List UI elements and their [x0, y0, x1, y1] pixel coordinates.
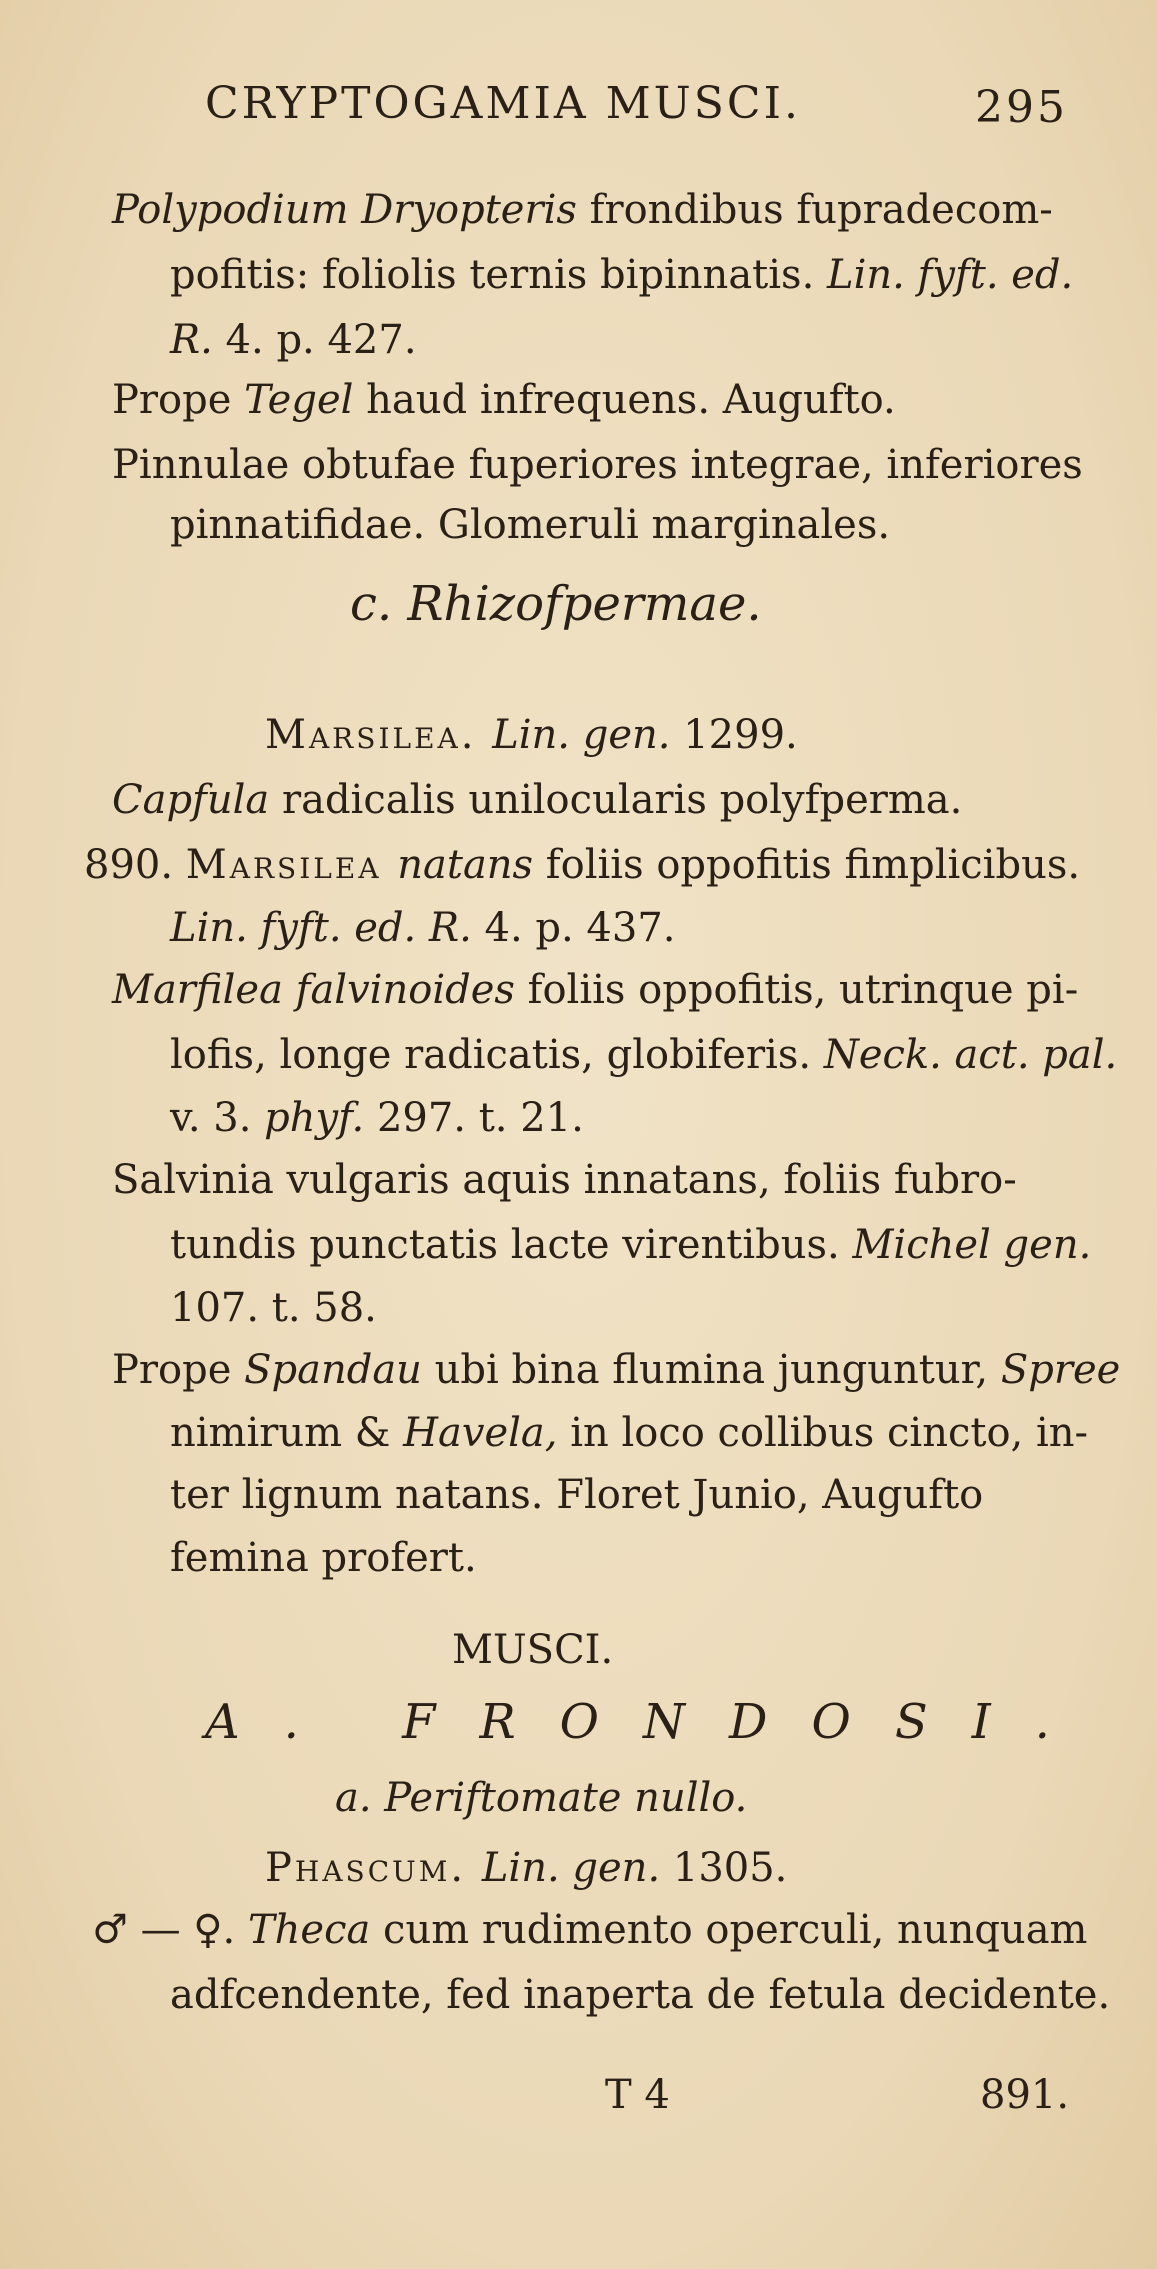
text-run: c. Rhizofpermae. — [350, 576, 762, 632]
catchword: 891. — [980, 2072, 1070, 2118]
text-run: radicalis unilocularis polyfperma. — [269, 777, 963, 823]
text-run: 107. t. 58. — [170, 1285, 377, 1331]
text-run: phyf. — [264, 1095, 365, 1141]
text-run: natans — [397, 842, 534, 888]
text-run: Lin. fyft. ed. R. — [170, 905, 472, 951]
text-line — [112, 187, 1053, 233]
text-run: Neck. act. pal. — [823, 1032, 1118, 1078]
text-run: Marsilea — [185, 842, 398, 888]
text-line — [112, 377, 896, 423]
text-run: Capfula — [112, 777, 270, 823]
text-run: Marsilea. — [265, 712, 493, 758]
text-run: Phascum. — [265, 1845, 482, 1891]
text-line — [170, 252, 1074, 298]
text-run: 1299. — [670, 712, 798, 758]
text-run: ter lignum natans. Floret Junio, Augufto — [170, 1472, 984, 1518]
text-run: tundis punctatis lacte virentibus. — [170, 1222, 853, 1268]
text-line — [112, 442, 1083, 488]
text-run: Spandau — [244, 1347, 422, 1393]
text-line — [112, 967, 1079, 1013]
text-run: Tegel — [244, 377, 354, 423]
text-line — [170, 317, 417, 363]
text-run: Spree — [1000, 1347, 1121, 1393]
text-line — [170, 1222, 1092, 1268]
text-run: 4. p. 427. — [212, 317, 417, 363]
text-run: adfcendente, fed inaperta de fetula decidente. — [170, 1972, 1111, 2018]
text-run: 297. t. 21. — [364, 1095, 584, 1141]
text-run: nimirum & — [170, 1410, 404, 1456]
text-line — [84, 842, 1081, 888]
text-run: foliis oppofitis, utrinque pi- — [514, 967, 1079, 1013]
text-line — [112, 777, 963, 823]
text-line — [170, 1285, 377, 1331]
section-heading-rhizospermae — [350, 576, 762, 632]
page-number: 295 — [975, 82, 1068, 133]
text-line — [112, 1347, 1121, 1393]
text-run: Theca — [247, 1907, 371, 1953]
text-run: Lin. gen. — [492, 712, 671, 758]
text-run: frondibus fupradecom- — [576, 187, 1053, 233]
text-line — [170, 1410, 1089, 1456]
text-run: foliis oppofitis fimplicibus. — [533, 842, 1081, 888]
text-run: Marfilea falvinoides — [112, 967, 515, 1013]
text-run: lofis, longe radicatis, globiferis. — [170, 1032, 824, 1078]
text-run: 890. — [84, 842, 186, 888]
text-run: Michel gen. — [852, 1222, 1092, 1268]
signature-mark: T 4 — [605, 2072, 670, 2118]
text-run: Polypodium Dryopteris — [112, 187, 577, 233]
text-run: pinnatifidae. Glomeruli marginales. — [170, 502, 891, 548]
running-head: CRYPTOGAMIA MUSCI. — [205, 78, 801, 129]
text-run: R. — [170, 317, 213, 363]
text-run: MUSCI. — [452, 1627, 614, 1673]
text-run: Prope — [112, 377, 245, 423]
genus-heading-marsilea — [265, 712, 798, 758]
text-line — [170, 1472, 984, 1518]
text-run: ♂ — ♀. — [92, 1907, 248, 1953]
text-run: 1305. — [660, 1845, 788, 1891]
text-run: ubi bina flumina junguntur, — [421, 1347, 1001, 1393]
text-run: a. Periftomate nullo. — [335, 1775, 748, 1821]
text-run: femina profert. — [170, 1535, 477, 1581]
text-line — [112, 1157, 1017, 1203]
subsection-heading — [335, 1775, 748, 1821]
text-line — [92, 1907, 1088, 1953]
text-line — [170, 1972, 1111, 2018]
text-run: in loco collibus cincto, in- — [557, 1410, 1089, 1456]
text-line — [170, 502, 891, 548]
text-run: cum rudimento operculi, nunquam — [370, 1907, 1088, 1953]
text-line — [170, 1095, 584, 1141]
text-line — [170, 1032, 1118, 1078]
text-line — [170, 1535, 477, 1581]
text-run: 4. p. 437. — [471, 905, 676, 951]
text-line — [170, 905, 676, 951]
text-run: haud infrequens. Augufto. — [353, 377, 896, 423]
text-run: Lin. fyft. ed. — [827, 252, 1074, 298]
text-run: Pinnulae obtufae fuperiores integrae, inferiores — [112, 442, 1083, 488]
genus-heading-phascum — [265, 1845, 788, 1891]
text-run: Lin. gen. — [481, 1845, 661, 1891]
order-heading-frondosi — [205, 1694, 1094, 1750]
text-run: Prope — [112, 1347, 245, 1393]
text-run: A. FRONDOSI. — [205, 1694, 1094, 1750]
text-run: Havela, — [403, 1410, 558, 1456]
text-run: pofitis: foliolis ternis bipinnatis. — [170, 252, 827, 298]
text-run: Salvinia vulgaris aquis innatans, foliis fubro- — [112, 1157, 1017, 1203]
class-heading-musci — [452, 1627, 614, 1673]
text-run: v. 3. — [170, 1095, 265, 1141]
